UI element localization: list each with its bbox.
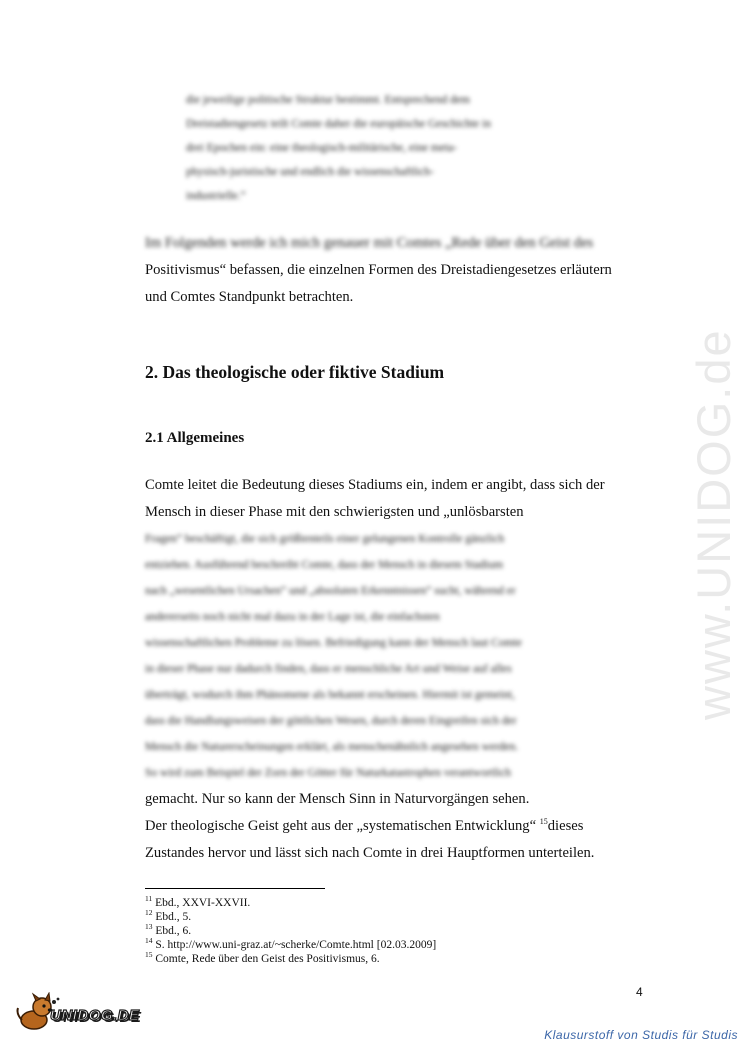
section-heading: 2. Das theologische oder fiktive Stadium <box>145 362 445 382</box>
quote-line: industrielle.“ <box>186 190 246 202</box>
body-line: gemacht. Nur so kann der Mensch Sinn in Naturvorgängen sehen. <box>145 791 530 807</box>
intro-paragraph <box>145 230 645 311</box>
footnote-text: Ebd., 6. <box>155 925 192 937</box>
tagline: Klausurstoff von Studis für Studis <box>544 1028 738 1042</box>
quote-line: physisch-juristische und endlich die wissenschaftlich- <box>186 166 434 178</box>
body-line: Zustandes hervor und lässt sich nach Comte in drei Hauptformen unterteilen. <box>145 845 595 861</box>
blurred-quote-block <box>186 88 566 208</box>
watermark: www.UNIDOG.de <box>687 328 740 720</box>
quote-line: drei Epochen ein: eine theologisch-militärische, eine meta- <box>186 142 458 154</box>
footnote-number: 15 <box>145 950 153 960</box>
footnote-ref: 15 <box>539 817 548 827</box>
body-text: Der theologische Geist geht aus der „systematischen Entwicklung“ <box>145 818 537 834</box>
footnote <box>145 938 665 952</box>
quote-line: Dreistadiengesetz teilt Comte daher die europäische Geschichte in <box>186 118 491 130</box>
blurred-line: entziehen. Ausführend beschreibt Comte, dass der Mensch in diesem Stadium <box>145 559 504 571</box>
body-line: Comte leitet die Bedeutung dieses Stadiums ein, indem er angibt, dass sich der <box>145 477 605 493</box>
footnote-rule <box>145 888 325 889</box>
logo-text[interactable]: UNIDOG.DE <box>50 1007 140 1024</box>
quote-line: die jeweilige politische Struktur bestimmt. Entsprechend dem <box>186 94 470 106</box>
footnote-number: 14 <box>145 936 153 946</box>
body-paragraph <box>145 472 645 867</box>
footnote <box>145 896 665 910</box>
body-line <box>145 813 645 840</box>
intro-line: und Comtes Standpunkt betrachten. <box>145 289 354 305</box>
blurred-line: So wird zum Beispiel der Zorn der Götter für Naturkatastrophen verantwortlich <box>145 767 511 779</box>
body-text: dieses <box>547 818 584 834</box>
blurred-line: nach „wesentlichen Ursachen“ und „absoluten Erkenntnissen“ sucht, während er <box>145 585 516 597</box>
subsection-heading: 2.1 Allgemeines <box>145 430 245 446</box>
blurred-line: andererseits noch nicht mal dazu in der Lage ist, die einfachsten <box>145 611 440 623</box>
footnote <box>145 952 665 966</box>
footnote-text: Comte, Rede über den Geist des Positivismus, 6. <box>155 953 380 965</box>
footnote-text: S. http://www.uni-graz.at/~scherke/Comte.html [02.03.2009] <box>155 939 437 951</box>
footnote-text: Ebd., 5. <box>155 911 192 923</box>
blurred-line: wissenschaftlichen Probleme zu lösen. Befriedigung kann der Mensch laut Comte <box>145 637 522 649</box>
intro-line: Positivismus“ befassen, die einzelnen Formen des Dreistadiengesetzes erläutern <box>145 262 612 278</box>
body-line: Mensch in dieser Phase mit den schwierigsten und „unlösbarsten <box>145 504 524 520</box>
footnote <box>145 910 665 924</box>
footnote-text: Ebd., XXVI-XXVII. <box>155 897 251 909</box>
footnote <box>145 924 665 938</box>
blurred-line: dass die Handlungsweisen der göttlichen Wesen, durch deren Eingreifen sich der <box>145 715 517 727</box>
blurred-line: Fragen“ beschäftigt, die sich größtenteils einer gelungenen Kontrolle gänzlich <box>145 533 505 545</box>
page-number: 4 <box>636 985 643 999</box>
footnotes <box>145 896 665 966</box>
blurred-body-block <box>145 526 645 786</box>
intro-line-blurred: Im Folgenden werde ich mich genauer mit Comtes „Rede über den Geist des <box>145 235 594 251</box>
footnote-number: 12 <box>145 908 153 918</box>
blurred-line: Mensch die Naturerscheinungen erklärt, als menschenähnlich angesehen werden. <box>145 741 519 753</box>
footnote-number: 11 <box>145 894 153 904</box>
blurred-line: überträgt, wodurch ihm Phänomene als bekannt erscheinen. Hiermit ist gemeint, <box>145 689 515 701</box>
footnote-number: 13 <box>145 922 153 932</box>
blurred-line: in dieser Phase nur dadurch finden, dass er menschliche Art und Weise auf alles <box>145 663 512 675</box>
